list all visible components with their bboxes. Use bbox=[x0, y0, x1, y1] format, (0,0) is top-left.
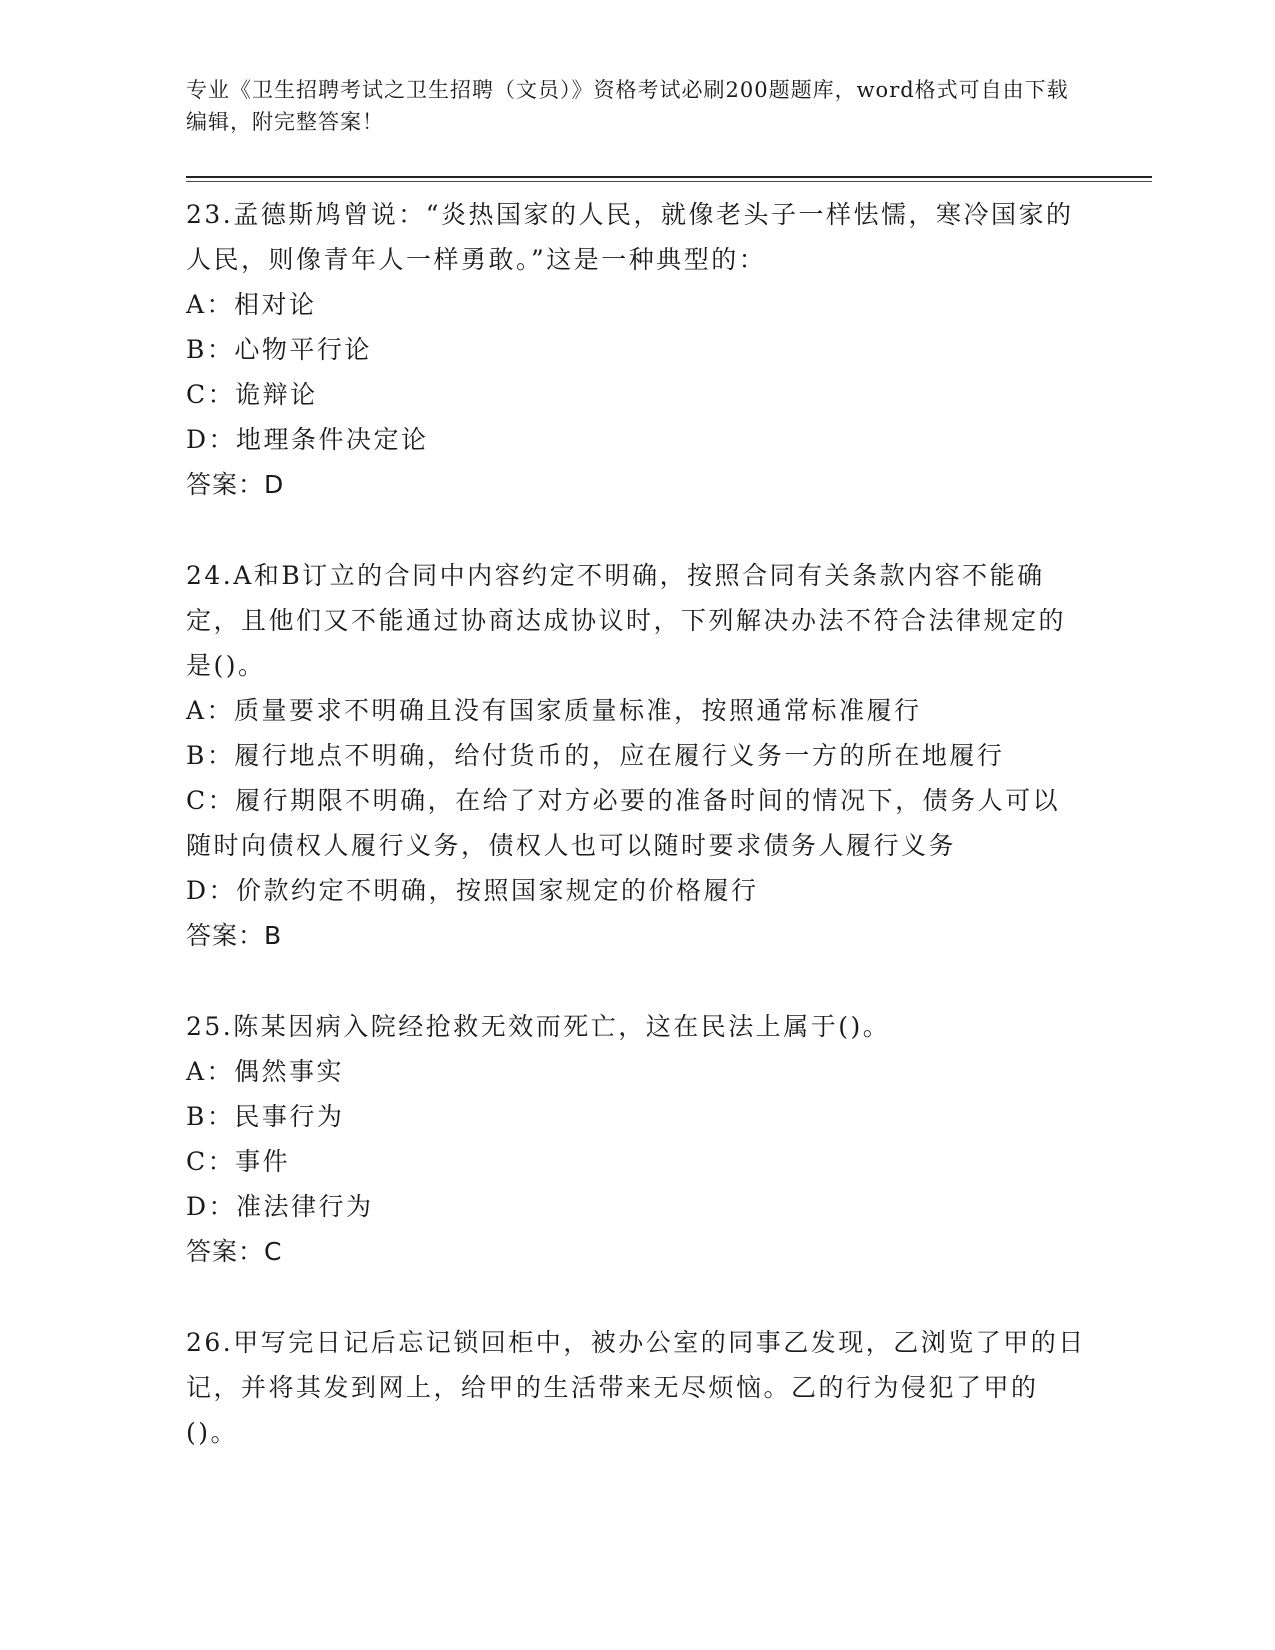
option-b: B：履行地点不明确，给付货币的，应在履行义务一方的所在地履行 bbox=[186, 741, 1005, 770]
option-d: D：准法律行为 bbox=[186, 1192, 374, 1221]
question-text: 26.甲写完日记后忘记锁回柜中，被办公室的同事乙发现，乙浏览了甲的日记，并将其发到网上，给甲的生活带来无尽烦恼。乙的行为侵犯了甲的()。 bbox=[186, 1328, 1086, 1447]
answer: 答案：C bbox=[186, 1237, 283, 1266]
question-23 bbox=[186, 192, 1086, 507]
question-text: 23.孟德斯鸠曾说：“炎热国家的人民，就像老头子一样怯懦，寒冷国家的人民，则像青年人一样勇敢。”这是一种典型的： bbox=[186, 200, 1074, 274]
answer: 答案：D bbox=[186, 470, 285, 499]
question-list bbox=[186, 192, 1086, 1501]
option-a: A：相对论 bbox=[186, 290, 317, 319]
option-c: C：事件 bbox=[186, 1147, 291, 1176]
header-rule-thin bbox=[186, 181, 1152, 182]
question-25 bbox=[186, 1004, 1086, 1274]
question-26 bbox=[186, 1320, 1086, 1455]
option-c: C：履行期限不明确，在给了对方必要的准备时间的情况下，债务人可以随时向债权人履行义务，债权人也可以随时要求债务人履行义务 bbox=[186, 786, 1061, 860]
option-a: A：质量要求不明确且没有国家质量标准，按照通常标准履行 bbox=[186, 696, 922, 725]
document-header: 专业《卫生招聘考试之卫生招聘（文员）》资格考试必刷200题题库，word格式可自由下载编辑，附完整答案！ bbox=[186, 78, 1069, 134]
header-rule-thick bbox=[186, 176, 1152, 178]
option-a: A：偶然事实 bbox=[186, 1057, 345, 1086]
option-b: B：心物平行论 bbox=[186, 335, 372, 364]
answer: 答案：B bbox=[186, 921, 283, 950]
option-b: B：民事行为 bbox=[186, 1102, 345, 1131]
question-text: 24.A和B订立的合同中内容约定不明确，按照合同有关条款内容不能确定，且他们又不能通过协商达成协议时，下列解决办法不符合法律规定的是()。 bbox=[186, 561, 1067, 680]
question-24 bbox=[186, 553, 1086, 958]
option-c: C：诡辩论 bbox=[186, 380, 318, 409]
option-d: D：价款约定不明确，按照国家规定的价格履行 bbox=[186, 876, 759, 905]
option-d: D：地理条件决定论 bbox=[186, 425, 429, 454]
question-text: 25.陈某因病入院经抢救无效而死亡，这在民法上属于()。 bbox=[186, 1012, 891, 1041]
